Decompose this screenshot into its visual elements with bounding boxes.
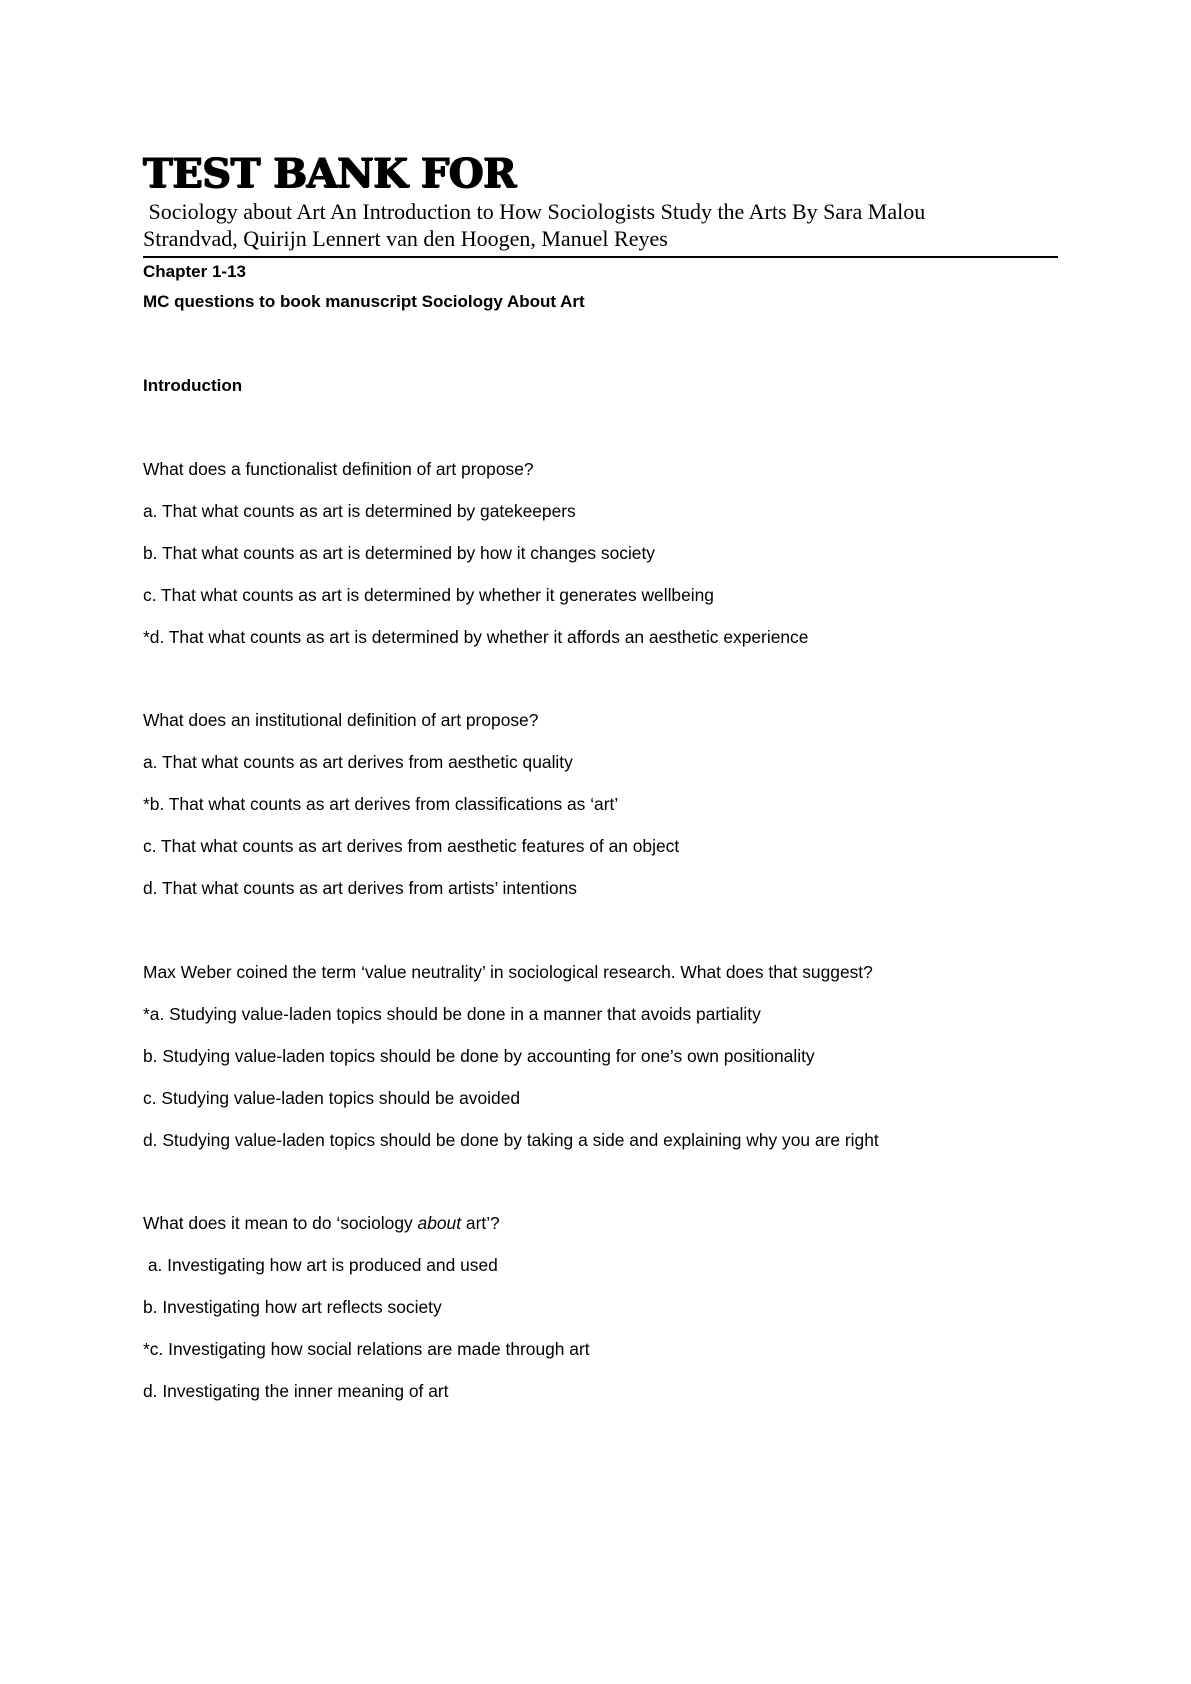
question-text-suffix: art’?	[461, 1213, 500, 1233]
answer-option-correct: *b. That what counts as art derives from classifications as ‘art’	[143, 794, 619, 814]
subtitle-line-2: Strandvad, Quirijn Lennert van den Hoogen, Manuel Reyes	[143, 226, 668, 251]
question-text-prefix: What does it mean to do ‘sociology	[143, 1213, 418, 1233]
answer-option-correct: *d. That what counts as art is determined by whether it affords an aesthetic experience	[143, 627, 809, 647]
answer-option: a. Investigating how art is produced and used	[143, 1255, 498, 1275]
answer-option: c. That what counts as art derives from aesthetic features of an object	[143, 836, 680, 856]
answer-option: d. That what counts as art derives from artists’ intentions	[143, 878, 577, 898]
answer-option: b. Investigating how art reflects society	[143, 1297, 442, 1317]
document-subtitle	[143, 198, 1063, 252]
answer-option: d. Studying value-laden topics should be done by taking a side and explaining why you are right	[143, 1130, 879, 1150]
answer-option: b. Studying value-laden topics should be done by accounting for one’s own positionality	[143, 1046, 815, 1066]
answer-option: a. That what counts as art derives from aesthetic quality	[143, 752, 573, 772]
answer-option: c. Studying value-laden topics should be avoided	[143, 1088, 521, 1108]
subtitle-line-1: Sociology about Art An Introduction to How Sociologists Study the Arts By Sara Malou	[143, 199, 926, 224]
section-heading: Introduction	[143, 376, 243, 395]
question-text: Max Weber coined the term ‘value neutrality’ in sociological research. What does that suggest?	[143, 962, 873, 982]
answer-option-correct: *c. Investigating how social relations are made through art	[143, 1339, 590, 1359]
answer-option: b. That what counts as art is determined by how it changes society	[143, 543, 656, 563]
intro-heading: MC questions to book manuscript Sociology About Art	[143, 292, 585, 311]
answer-option: a. That what counts as art is determined by gatekeepers	[143, 501, 576, 521]
question-text: What does an institutional definition of art propose?	[143, 710, 539, 730]
answer-option: d. Investigating the inner meaning of art	[143, 1381, 449, 1401]
answer-option-correct: *a. Studying value-laden topics should be done in a manner that avoids partiality	[143, 1004, 761, 1024]
question-text	[143, 1211, 500, 1235]
answer-option: c. That what counts as art is determined by whether it generates wellbeing	[143, 585, 714, 605]
question-text-emphasis: about	[417, 1213, 462, 1233]
document-title: TEST BANK FOR	[143, 150, 516, 197]
subtitle-divider	[143, 256, 1058, 258]
chapter-label: Chapter 1-13	[143, 262, 246, 281]
question-text: What does a functionalist definition of art propose?	[143, 459, 534, 479]
